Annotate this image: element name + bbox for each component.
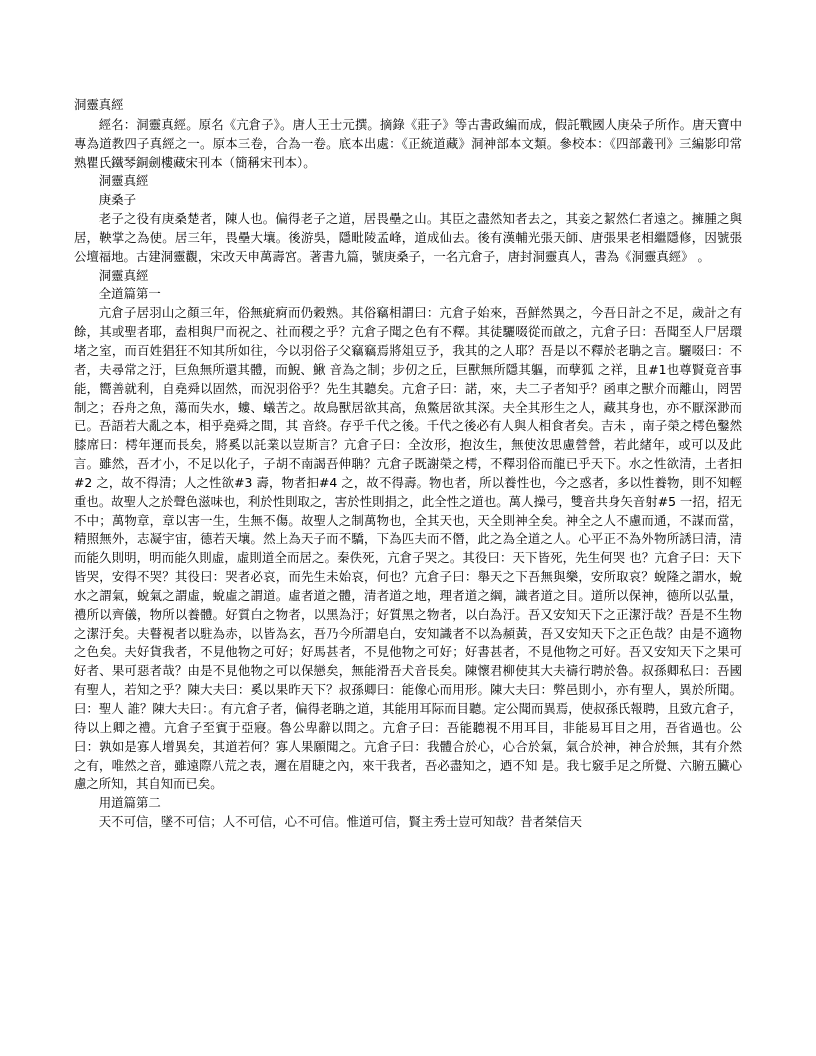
quandao-paragraph: 亢倉子居羽山之顏三年，俗無疵痾而仍穀熟。其俗竊相謂曰：亢倉子始來，吾鮮然異之，今吾日計之不足，歲計之有餘，其或聖者耶，盍相與尸而祝之、社而稷之乎？亢倉子聞之色有不釋。其徒驪啜從而啟之，亢倉子曰：吾聞至人尸居環堵之室，而百姓猖狂不知其所如往，今以羽俗子父竊竊焉將俎豆予，我其的之人耶？吾是以不釋於老聃之言。驪啜曰：不者，夫尋常之汙，巨魚無所還其體，而鯢、鰍 音為之制；步仞之丘，巨獸無所隱其軀，而孽狐 之祥，且#1也尊賢竟音事能，嚮善就利，自堯舜以固然，而況羽俗乎？先生其聽矣。亢倉子曰：諾，來，夫二子者知乎？函車之獸介而離山，罔罟制之；吞舟之魚，蕩而失水，螻、蟻苦之。故鳥獸居欲其高，魚鱉居欲其深。夫全其形生之人，藏其身也，亦不厭深渺而已。吾語若大亂之本，相乎堯舜之間，其 音終。存乎千代之後。千代之後必有人與人相食者矣。吉未 ，南子榮之樗色鑿然膝席曰：樗年運而長矣，將奚以託業以豈斯言？亢倉子曰：全汝形，抱汝生，無使汝思慮營營，若此緒年，或可以及此言。雖然，吾才小，不足以化子，子胡不南謁吾伸聃？亢倉子既謝榮之樗，不釋羽俗而龍已乎天下。水之性欲清，土者抇#2 之，故不得清；人之性欲#3 壽，物者抇#4 之，故不得壽。物也者，所以養性也，今之惑者，多以性養物，則不知輕重也。故聖人之於聲色滋味也，利於性則取之，害於性則捐之，此全性之道也。萬人操弓，雙音共身矢音射#5 一招，招无不中；萬物章，章以害一生，生無不傷。故聖人之制萬物也，全其天也，天全則神全矣。神全之人不慮而通，不謀而當，精照無外，志凝宇宙，德若天壤。然上為天子而不驕，下為匹夫而不僭，此之為全道之人。心平正不為外物所誘曰清，清而能久則明，明而能久則虛，虛則道全而居之。秦佚死，亢倉子哭之。其役曰：天下皆死，先生何哭 也？亢倉子曰：天下皆哭，安得不哭？其役曰：哭者必哀，而先生未始哀，何也？亢倉子曰：舉天之下吾無與樂，安所取哀？蛻隆之謂水，蛻水之謂氣，蛻氣之謂虛，蛻虛之謂道。虛者道之體，清者道之地，理者道之綱，識者道之目。道所以保神，德所以弘量，禮所以齊儀，物所以養體。好質白之物者，以黑為汙；好質黑之物者，以白為汙。吾又安知天下之正潔汙哉？吾是不生物之潔汙矣。夫瞽視者以駐為赤，以皆為玄，吾乃今所謂皂白，安知識者不以為頳黃，吾又安知天下之正色哉？由是不適物之色矣。夫好貨我者，不見他物之可好；好馬甚者，不見他物之可好；好書甚者，不見他物之可好。吾又安知天下之果可好者、果可惡者哉？由是不見他物之可以保戀矣，無能滑吾犬音長矣。陳懷君柳使其大夫禱行聘於魯。叔孫卿私曰：吾國有聖人，若知之乎？陳大夫曰：奚以果昨天下？叔孫卿曰：能像心而用形。陳大夫曰：弊邑則小，亦有聖人，異於所聞。曰：聖人 誰？陳大夫曰：。有亢倉子者，偏得老聃之道，其能用耳际而目聽。定公聞而異焉，使叔孫氏報聘，且致亢倉子，待以上卿之禮。亢倉子至賓于亞寢。魯公卑辭以問之。亢倉子曰：吾能聽視不用耳目，非能易耳目之用，吾省過也。公曰：孰如是寡人增異矣，其道若何？寡人果願聞之。亢倉子曰：我體合於心，心合於氣，氣合於神，神合於無，其有介然之有，唯然之音，雖遠際八荒之表，邇在眉睫之內，來干我者，吾必盡知之，迺不知 是。我七竅手足之所覺、六腑五臟心慮之所知，其自知而已矣。 — [74, 305, 743, 792]
chapter-title-1: 全道篇第一 — [98, 286, 161, 302]
intro-paragraph: 經名：洞靈真經。原名《亢倉子》。唐人王士元撰。摘錄《莊子》等古書政編而成，假託戰國人庚朵子所作。唐天寶中專為道教四子真經之一。原本三卷，合為一卷。底本出處：《正統道藏》洞神部本文類。參校本：《四部叢刊》三編影印常熟瞿氏鐵琴銅劍樓藏宋刊本（簡稱宋刊本）。 — [74, 116, 742, 170]
section-title-1: 洞靈真經 — [98, 173, 149, 189]
section-title-2: 庚桑子 — [98, 192, 136, 208]
document-title: 洞靈真經 — [74, 97, 124, 112]
gengsangzi-paragraph: 老子之役有庚桑楚者，陳人也。偏得老子之道，居畏壘之山。其臣之盡然知者去之，其妾之絜然仁者遠之。擁腫之與居，鞅掌之為使。居三年，畏壘大壤。後游吳，隱毗陵孟峰，道成仙去。後有漢輔光張天師、唐張果老相繼隱修，因號張公壇福地。古建洞靈觀，宋改天申萬壽宮。著書九篇，號庚桑子，一名亢倉子，唐封洞靈真人，書為《洞靈真經》 。 — [74, 211, 742, 264]
section-title-3: 洞靈真經 — [98, 267, 149, 283]
chapter-title-2: 用道篇第二 — [98, 795, 161, 811]
document-body — [74, 96, 742, 832]
yongdao-paragraph: 天不可信，墜不可信；人不可信，心不可信。惟道可信，賢主秀士豈可知哉？昔者桀信天 — [98, 814, 583, 830]
